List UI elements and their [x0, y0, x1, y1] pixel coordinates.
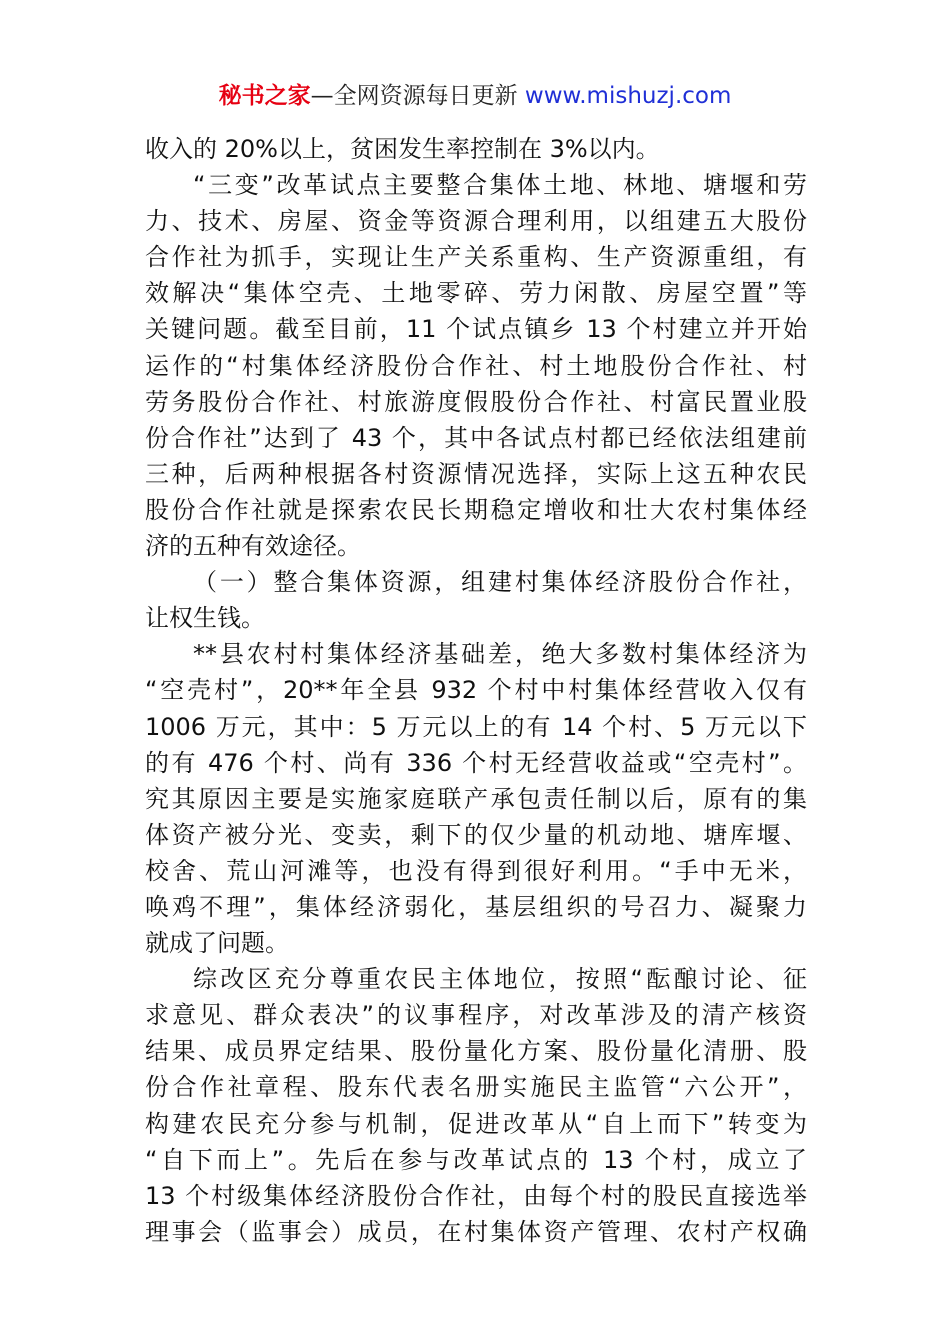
site-url-link[interactable]: www.mishuzj.com [524, 83, 732, 109]
paragraph-start-line: “三变”改革试点主要整合集体土地、林地、塘堰和劳 [193, 171, 807, 200]
text-line: 就成了问题。 [145, 929, 289, 958]
text-line: 关键问题。截至目前，11 个试点镇乡 13 个村建立并开始 [145, 315, 807, 344]
text-line: 劳务股份合作社、村旅游度假股份合作社、村富民置业股 [145, 387, 807, 416]
text-line: 求意见、群众表决”的议事程序，对改革涉及的清产核资 [145, 1001, 807, 1030]
site-tagline: —全网资源每日更新 [310, 83, 525, 109]
text-line: 份合作社”达到了 43 个，其中各试点村都已经依法组建前 [145, 423, 807, 452]
section-heading-line: 让权生钱。 [145, 604, 265, 633]
paragraph-start-line: **县农村村集体经济基础差，绝大多数村集体经济为 [193, 640, 807, 669]
text-line: “自下而上”。先后在参与改革试点的 13 个村，成立了 [145, 1145, 807, 1174]
site-header [0, 80, 950, 112]
text-line: 合作社为抓手，实现让生产关系重构、生产资源重组，有 [145, 243, 807, 272]
text-line: 三种，后两种根据各村资源情况选择，实际上这五种农民 [145, 459, 807, 488]
text-line: 唤鸡不理”，集体经济弱化，基层组织的号召力、凝聚力 [145, 892, 807, 921]
text-line: 收入的 20%以上，贫困发生率控制在 3%以内。 [145, 135, 660, 163]
text-line: 济的五种有效途径。 [145, 532, 361, 561]
document-body [145, 131, 807, 1250]
text-line: 校舍、荒山河滩等，也没有得到很好利用。“手中无米， [145, 856, 807, 885]
text-line: 理事会（监事会）成员，在村集体资产管理、农村产权确 [145, 1217, 807, 1246]
text-line: 份合作社章程、股东代表名册实施民主监管“六公开”， [145, 1073, 807, 1102]
text-line: 股份合作社就是探索农民长期稳定增收和壮大农村集体经 [145, 495, 807, 524]
text-line: 构建农民充分参与机制，促进改革从“自上而下”转变为 [145, 1109, 807, 1138]
site-brand: 秘书之家 [218, 83, 311, 109]
text-line: 结果、成员界定结果、股份量化方案、股份量化清册、股 [145, 1037, 807, 1066]
text-line: 运作的“村集体经济股份合作社、村土地股份合作社、村 [145, 351, 807, 380]
section-heading-line: （一）整合集体资源，组建村集体经济股份合作社， [193, 568, 807, 597]
text-line: “空壳村”，20**年全县 932 个村中村集体经营收入仅有 [145, 676, 807, 705]
paragraph-start-line: 综改区充分尊重农民主体地位，按照“酝酿讨论、征 [193, 965, 807, 994]
text-line: 1006 万元，其中：5 万元以上的有 14 个村、5 万元以下 [145, 712, 807, 741]
text-line: 究其原因主要是实施家庭联产承包责任制以后，原有的集 [145, 784, 807, 813]
text-line: 13 个村级集体经济股份合作社，由每个村的股民直接选举 [145, 1181, 807, 1210]
text-line: 效解决“集体空壳、土地零碎、劳力闲散、房屋空置”等 [145, 279, 807, 308]
text-line: 的有 476 个村、尚有 336 个村无经营收益或“空壳村”。 [145, 748, 807, 777]
text-line: 力、技术、房屋、资金等资源合理利用，以组建五大股份 [145, 207, 807, 236]
text-line: 体资产被分光、变卖，剩下的仅少量的机动地、塘库堰、 [145, 820, 807, 849]
